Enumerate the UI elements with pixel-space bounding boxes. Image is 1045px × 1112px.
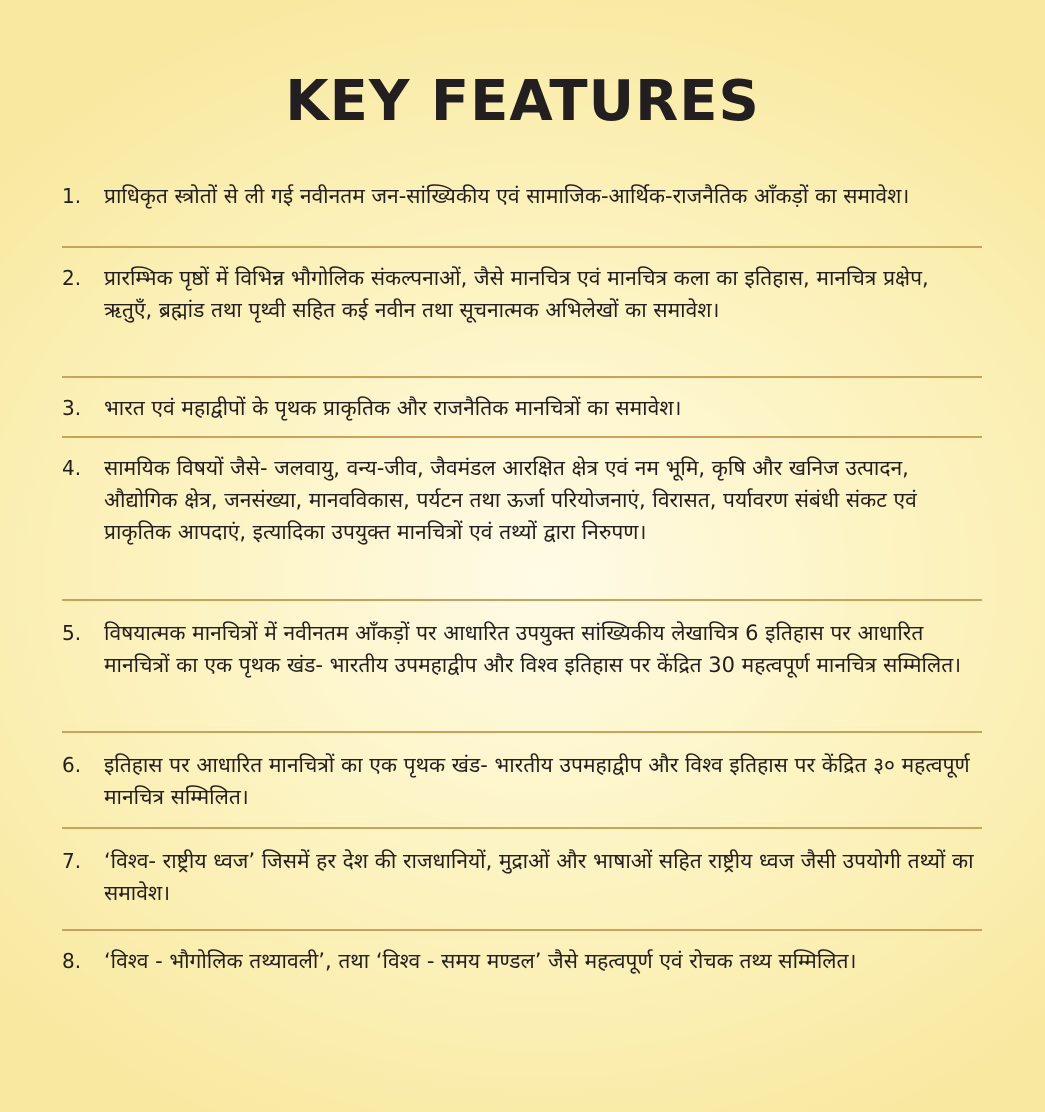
feature-item-8	[62, 931, 982, 1011]
feature-text: ‘विश्व - भौगोलिक तथ्यावली’, तथा ‘विश्व - समय मण्डल’ जैसे महत्वपूर्ण एवं रोचक तथ्य सम्मिलित।	[104, 949, 857, 973]
feature-number: 7.	[62, 849, 82, 873]
feature-number: 8.	[62, 949, 82, 973]
feature-text: इतिहास पर आधारित मानचित्रों का एक पृथक खंड- भारतीय उपमहाद्वीप और विश्व इतिहास पर केंद्रित ३० महत्वपूर्ण मानचित्र सम्मिलित।	[104, 753, 970, 809]
feature-number: 4.	[62, 456, 82, 480]
feature-number: 1.	[62, 184, 82, 208]
features-list	[62, 170, 982, 1011]
feature-item-2	[62, 248, 982, 376]
feature-item-7	[62, 829, 982, 929]
feature-text: प्रारम्भिक पृष्ठों में विभिन्न भौगोलिक संकल्पनाओं, जैसे मानचित्र एवं मानचित्र कला का इतिहास, मानचित्र प्रक्षेप, ऋतुएँ, ब्रह्मांड तथा पृथ्वी सहित कई नवीन तथा सूचनात्मक अभिलेखों का समावेश।	[104, 266, 929, 322]
feature-number: 6.	[62, 753, 82, 777]
feature-number: 2.	[62, 266, 82, 290]
feature-text: प्राधिकृत स्त्रोतों से ली गई नवीनतम जन-सांख्यिकीय एवं सामाजिक-आर्थिक-राजनैतिक आँकड़ों का समावेश।	[104, 184, 910, 208]
feature-item-5	[62, 601, 982, 731]
feature-text: भारत एवं महाद्वीपों के पृथक प्राकृतिक और राजनैतिक मानचित्रों का समावेश।	[104, 396, 682, 420]
feature-item-1	[62, 170, 982, 246]
feature-item-4	[62, 438, 982, 599]
feature-number: 5.	[62, 621, 82, 645]
feature-number: 3.	[62, 396, 82, 420]
feature-item-3	[62, 378, 982, 436]
page-title: KEY FEATURES	[285, 69, 760, 134]
feature-item-6	[62, 733, 982, 827]
feature-text: सामयिक विषयों जैसे- जलवायु, वन्य-जीव, जैवमंडल आरक्षित क्षेत्र एवं नम भूमि, कृषि और खनिज उत्पादन, औद्योगिक क्षेत्र, जनसंख्या, मानवविकास, पर्यटन तथा ऊर्जा परियोजनाएं, विरासत, पर्यावरण संबंधी संकट एवं प्राकृतिक आपदाएं, इत्यादिका उपयुक्त मानचित्रों एवं तथ्यों द्वारा निरुपण।	[104, 456, 917, 544]
feature-text: विषयात्मक मानचित्रों में नवीनतम आँकड़ों पर आधारित उपयुक्त सांख्यिकीय लेखाचित्र 6 इतिहास पर आधारित मानचित्रों का एक पृथक खंड- भारतीय उपमहाद्वीप और विश्व इतिहास पर केंद्रित 30 महत्वपूर्ण मानचित्र सम्मिलित।	[104, 621, 962, 677]
feature-text: ‘विश्व- राष्ट्रीय ध्वज’ जिसमें हर देश की राजधानियों, मुद्राओं और भाषाओं सहित राष्ट्रीय ध्वज जैसी उपयोगी तथ्यों का समावेश।	[104, 849, 974, 905]
